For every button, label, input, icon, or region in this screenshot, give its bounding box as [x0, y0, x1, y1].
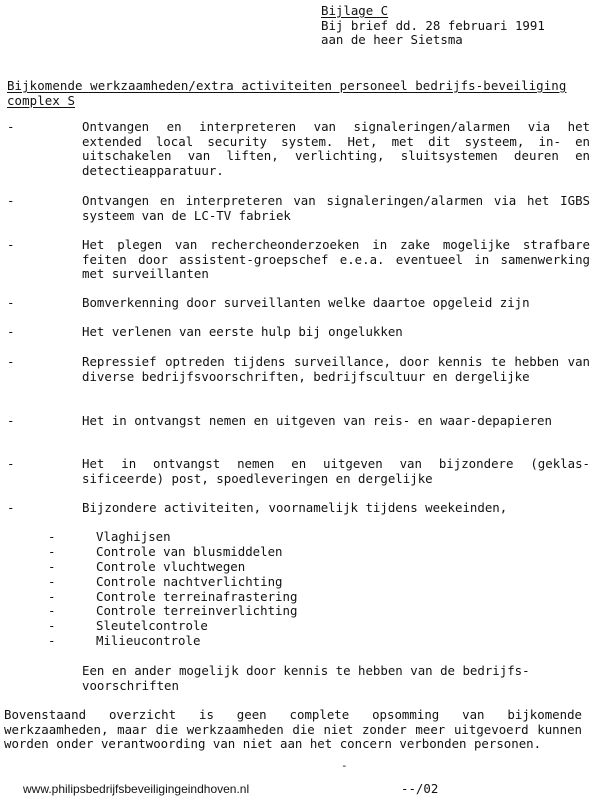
bullet-text: Het plegen van rechercheonderzoeken in zake mogelijke strafbare feiten door assistent-groepschef e.e.a. eventueel in samenwerking met surveillanten [82, 237, 590, 281]
bullet-text: Repressief optreden tijdens surveillance, door kennis te hebben van diverse bedrijfsvoorschriften, bedrijfscultuur en dergelijke [82, 354, 590, 384]
weekend-activity-text: Controle terreinverlichting [96, 603, 298, 619]
sub-bullet-dash: - [48, 633, 56, 649]
bullet-text: Bomverkenning door surveillanten welke daartoe opgeleid zijn [82, 295, 530, 310]
bullet-dash: - [7, 193, 15, 208]
footer-website-url: www.philipsbedrijfsbeveiligingeindhoven.nl [23, 782, 250, 796]
sub-bullet-dash: - [48, 603, 56, 619]
appendix-label: Bijlage C [321, 3, 389, 18]
bullet-dash: - [7, 500, 15, 515]
sub-bullet-dash: - [48, 543, 56, 559]
bullet-dash: - [7, 456, 15, 471]
bullet-text: Het in ontvangst nemen en uitgeven van reis- en waar-depapieren [82, 413, 552, 428]
sub-bullet-dash: - [48, 618, 56, 634]
bullet-dash: - [7, 324, 15, 339]
weekend-activity-item [48, 634, 408, 649]
weekend-activity-item [48, 560, 408, 575]
weekend-activity-item [48, 545, 408, 560]
weekend-activity-text: Controle terreinafrastering [96, 588, 298, 604]
weekend-activity-text: Controle vluchtwegen [96, 558, 246, 574]
weekend-activity-text: Vlaghijsen [96, 529, 171, 544]
bullet-dash: - [7, 354, 15, 369]
page-reference: --/02 [401, 781, 439, 796]
summary-paragraph: Bovenstaand overzicht is geen complete opsomming van bijkomende werkzaamheden, maar die werkzaamheden die niet zonder meer uitgevoerd kunnen worden onder verantwoording van niet aan het concern verbonden personen. [4, 707, 582, 751]
weekend-activity-list [48, 530, 408, 649]
bullet-text: Het in ontvangst nemen en uitgeven van bijzondere (geklas-sificeerde) post, spoedleveringen en dergelijke [82, 456, 590, 486]
small-dash-mark: - [341, 759, 348, 772]
weekend-activity-item [48, 619, 408, 634]
sub-bullet-dash: - [48, 573, 56, 589]
sub-bullet-dash: - [48, 588, 56, 604]
weekend-activity-item [48, 575, 408, 590]
bullet-dash: - [7, 237, 15, 252]
letter-header [321, 4, 591, 48]
weekend-activity-text: Milieucontrole [96, 633, 201, 649]
weekend-activity-item [48, 604, 408, 619]
bullet-text: Ontvangen en interpreteren van signaleringen/alarmen via het extended local security system. Het, met dit systeem, in- en uitschakelen van liften, verlichting, sluitsystemen deuren en detectieapparatuur. [82, 119, 590, 178]
weekend-activity-text: Controle van blusmiddelen [96, 543, 283, 559]
bullet-dash: - [7, 295, 15, 310]
bullet-text: Ontvangen en interpreteren van signaleringen/alarmen via het IGBS systeem van de LC-TV fabriek [82, 193, 590, 223]
sub-bullet-dash: - [48, 558, 56, 574]
weekend-activity-text: Controle nachtverlichting [96, 573, 283, 589]
weekend-activity-item [48, 590, 408, 605]
weekend-activity-text: Sleutelcontrole [96, 618, 208, 634]
bullet-text: Bijzondere activiteiten, voornamelijk tijdens weekeinden, [82, 500, 508, 515]
weekend-activity-item [48, 530, 408, 545]
letter-reference: Bij brief dd. 28 februari 1991 [321, 17, 545, 33]
document-title: Bijkomende werkzaamheden/extra activiteiten personeel bedrijfs-beveiliging complex S [7, 78, 567, 108]
bullet-dash: - [7, 119, 15, 134]
sub-bullet-dash: - [48, 529, 56, 544]
bullet-dash: - [7, 413, 15, 428]
addressee: aan de heer Sietsma [321, 32, 463, 47]
closing-note: Een en ander mogelijk door kennis te hebben van de bedrijfs-voorschriften [82, 663, 530, 693]
bullet-text: Het verlenen van eerste hulp bij ongelukken [82, 324, 403, 339]
